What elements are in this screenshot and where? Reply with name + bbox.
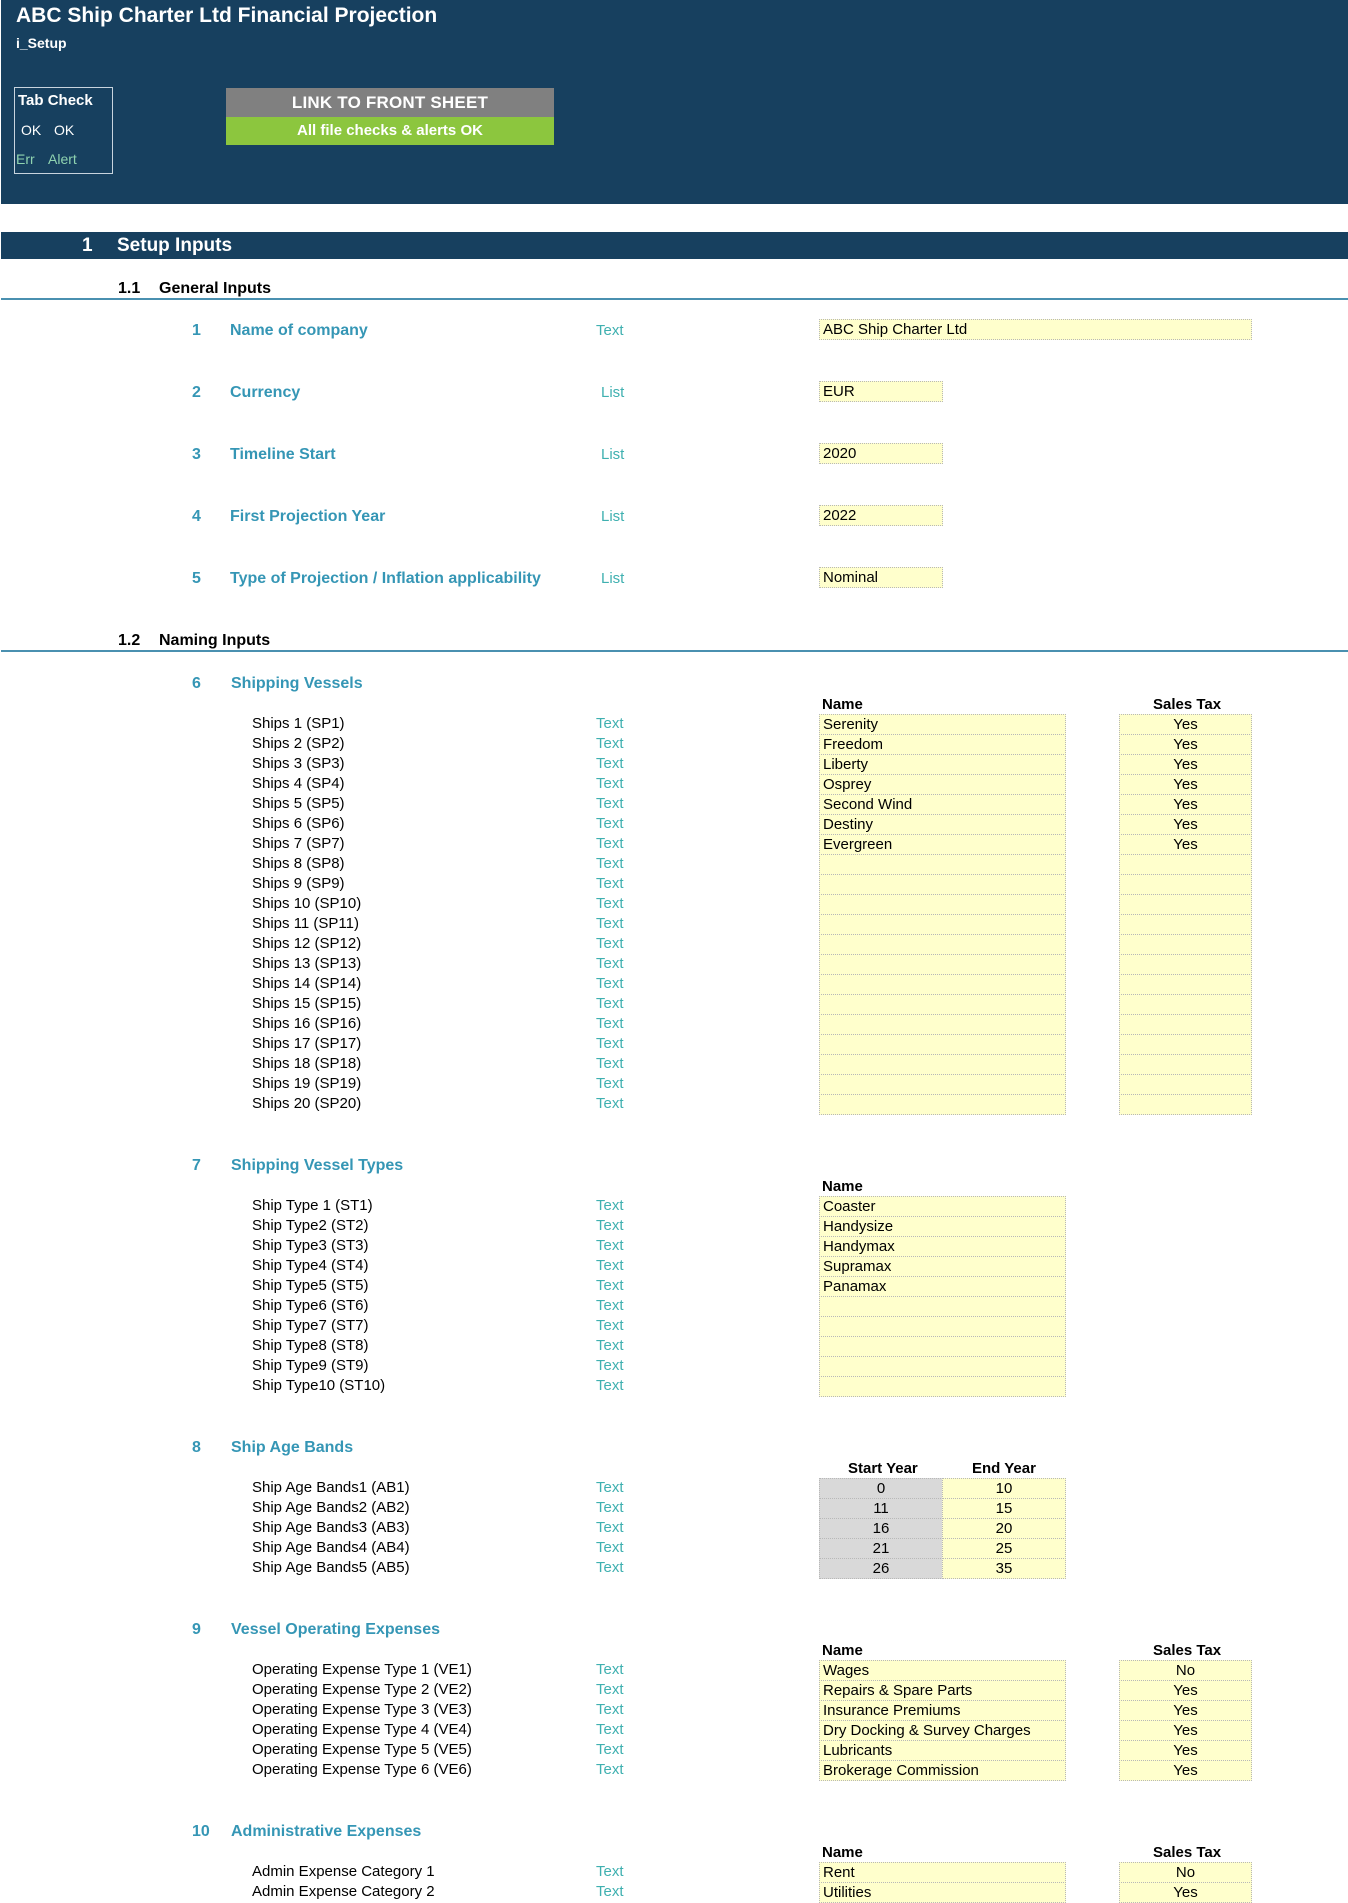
input-type: Text: [596, 322, 624, 339]
row-input-type: Text: [596, 955, 624, 972]
opex-name-input[interactable]: Dry Docking & Survey Charges: [819, 1720, 1066, 1741]
input-type: List: [601, 446, 625, 463]
input-number: 3: [192, 446, 201, 463]
age-band-start-year[interactable]: 11: [819, 1498, 943, 1519]
row-input-type: Text: [596, 1337, 624, 1354]
ship-name-input[interactable]: [819, 1094, 1066, 1115]
row-label: Ships 9 (SP9): [252, 875, 345, 892]
row-label: Ship Type7 (ST7): [252, 1317, 369, 1334]
row-label: Operating Expense Type 4 (VE4): [252, 1721, 472, 1738]
row-label: Ship Type8 (ST8): [252, 1337, 369, 1354]
row-input-type: Text: [596, 775, 624, 792]
row-input-type: Text: [596, 795, 624, 812]
row-input-type: Text: [596, 1377, 624, 1394]
column-header-sales-tax: Sales Tax: [1153, 696, 1222, 713]
row-input-type: Text: [596, 1519, 624, 1536]
row-input-type: Text: [596, 735, 624, 752]
row-input-type: Text: [596, 1539, 624, 1556]
input-label: Timeline Start: [230, 446, 336, 463]
row-input-type: Text: [596, 875, 624, 892]
row-label: Ship Age Bands3 (AB3): [252, 1519, 410, 1536]
row-input-type: Text: [596, 1863, 624, 1880]
tab-check-box: [14, 87, 113, 174]
row-input-type: Text: [596, 1741, 624, 1758]
input-number: 4: [192, 508, 201, 525]
sales-tax-select[interactable]: Yes: [1119, 1680, 1252, 1701]
row-label: Ships 17 (SP17): [252, 1035, 362, 1052]
subsection-number: 1.1: [118, 280, 141, 297]
age-band-start-year[interactable]: 16: [819, 1518, 943, 1539]
sales-tax-select[interactable]: Yes: [1119, 714, 1252, 735]
row-input-type: Text: [596, 895, 624, 912]
ship-name-input[interactable]: Destiny: [819, 814, 1066, 835]
tab-check-alert: Alert: [48, 151, 77, 167]
ship-name-input[interactable]: Evergreen: [819, 834, 1066, 855]
row-input-type: Text: [596, 1883, 624, 1900]
file-check-status: All file checks & alerts OK: [226, 117, 554, 145]
ship-name-input[interactable]: [819, 1054, 1066, 1075]
row-input-type: Text: [596, 1075, 624, 1092]
sales-tax-select[interactable]: Yes: [1119, 774, 1252, 795]
header-banner: [1, 0, 1348, 204]
row-label: Ship Type3 (ST3): [252, 1237, 369, 1254]
row-input-type: Text: [596, 1055, 624, 1072]
row-input-type: Text: [596, 915, 624, 932]
row-label: Ships 3 (SP3): [252, 755, 345, 772]
row-label: Operating Expense Type 1 (VE1): [252, 1661, 472, 1678]
row-label: Ship Age Bands1 (AB1): [252, 1479, 410, 1496]
ship-type-name-input[interactable]: [819, 1356, 1066, 1377]
row-input-type: Text: [596, 855, 624, 872]
row-input-type: Text: [596, 975, 624, 992]
sales-tax-select[interactable]: [1119, 994, 1252, 1015]
row-label: Operating Expense Type 3 (VE3): [252, 1701, 472, 1718]
row-label: Ships 20 (SP20): [252, 1095, 362, 1112]
row-label: Ship Age Bands4 (AB4): [252, 1539, 410, 1556]
row-input-type: Text: [596, 835, 624, 852]
block-title: Ship Age Bands: [231, 1439, 354, 1456]
row-label: Operating Expense Type 2 (VE2): [252, 1681, 472, 1698]
projection-type-select[interactable]: Nominal: [819, 567, 943, 588]
row-label: Ships 4 (SP4): [252, 775, 345, 792]
age-band-end-year-input[interactable]: 15: [942, 1498, 1066, 1519]
sales-tax-select[interactable]: Yes: [1119, 814, 1252, 835]
row-input-type: Text: [596, 935, 624, 952]
input-label: First Projection Year: [230, 508, 386, 525]
row-input-type: Text: [596, 815, 624, 832]
row-label: Admin Expense Category 2: [252, 1883, 435, 1900]
row-input-type: Text: [596, 1479, 624, 1496]
first-projection-year-select[interactable]: 2022: [819, 505, 943, 526]
row-input-type: Text: [596, 1197, 624, 1214]
row-label: Ships 14 (SP14): [252, 975, 362, 992]
input-number: 5: [192, 570, 201, 587]
age-band-end-year-input[interactable]: 35: [942, 1558, 1066, 1579]
sales-tax-select[interactable]: [1119, 894, 1252, 915]
company-name-input[interactable]: ABC Ship Charter Ltd: [819, 319, 1252, 340]
sales-tax-select[interactable]: No: [1119, 1660, 1252, 1681]
row-label: Ship Type2 (ST2): [252, 1217, 369, 1234]
row-input-type: Text: [596, 1277, 624, 1294]
age-band-end-year-input[interactable]: 10: [942, 1478, 1066, 1499]
row-input-type: Text: [596, 995, 624, 1012]
input-label: Type of Projection / Inflation applicability: [230, 570, 541, 587]
ship-name-input[interactable]: [819, 894, 1066, 915]
section-title: Setup Inputs: [117, 235, 233, 256]
tab-check-err: Err: [16, 151, 35, 167]
row-label: Ship Age Bands5 (AB5): [252, 1559, 410, 1576]
sales-tax-select[interactable]: Yes: [1119, 1720, 1252, 1741]
ship-type-name-input[interactable]: Panamax: [819, 1276, 1066, 1297]
row-input-type: Text: [596, 1559, 624, 1576]
age-band-start-year[interactable]: 21: [819, 1538, 943, 1559]
block-title: Vessel Operating Expenses: [231, 1621, 440, 1638]
ship-type-name-input[interactable]: Supramax: [819, 1256, 1066, 1277]
block-number: 9: [192, 1621, 201, 1638]
row-input-type: Text: [596, 1681, 624, 1698]
ship-type-name-input[interactable]: [819, 1376, 1066, 1397]
column-header-name: Name: [822, 1844, 863, 1861]
row-input-type: Text: [596, 1721, 624, 1738]
row-label: Admin Expense Category 1: [252, 1863, 435, 1880]
ship-name-input[interactable]: [819, 854, 1066, 875]
row-input-type: Text: [596, 755, 624, 772]
ship-name-input[interactable]: [819, 1074, 1066, 1095]
row-label: Ships 15 (SP15): [252, 995, 362, 1012]
sales-tax-select[interactable]: Yes: [1119, 1760, 1252, 1781]
row-input-type: Text: [596, 1035, 624, 1052]
block-number: 7: [192, 1157, 201, 1174]
sales-tax-select[interactable]: [1119, 934, 1252, 955]
input-label: Name of company: [230, 322, 368, 339]
row-label: Ships 6 (SP6): [252, 815, 345, 832]
sales-tax-select[interactable]: Yes: [1119, 754, 1252, 775]
ship-name-input[interactable]: [819, 1014, 1066, 1035]
ship-name-input[interactable]: Liberty: [819, 754, 1066, 775]
row-label: Ships 19 (SP19): [252, 1075, 362, 1092]
input-number: 2: [192, 384, 201, 401]
column-header-name: Name: [822, 1642, 863, 1659]
admin-expense-name-input[interactable]: Utilities: [819, 1882, 1066, 1903]
row-input-type: Text: [596, 1217, 624, 1234]
subsection-divider: [1, 298, 1348, 300]
column-header-name: Name: [822, 1178, 863, 1195]
row-label: Ship Type4 (ST4): [252, 1257, 369, 1274]
row-input-type: Text: [596, 1357, 624, 1374]
ship-name-input[interactable]: [819, 974, 1066, 995]
sales-tax-select[interactable]: Yes: [1119, 834, 1252, 855]
opex-name-input[interactable]: Lubricants: [819, 1740, 1066, 1761]
tab-check-ok-2: OK: [54, 122, 75, 138]
ship-type-name-input[interactable]: [819, 1316, 1066, 1337]
ship-name-input[interactable]: [819, 874, 1066, 895]
age-band-start-year[interactable]: 0: [819, 1478, 943, 1499]
ship-type-name-input[interactable]: Coaster: [819, 1196, 1066, 1217]
page-title: ABC Ship Charter Ltd Financial Projection: [16, 4, 438, 27]
ship-name-input[interactable]: [819, 934, 1066, 955]
row-label: Ships 10 (SP10): [252, 895, 362, 912]
row-input-type: Text: [596, 1701, 624, 1718]
column-header-start-year: Start Year: [848, 1460, 918, 1477]
sales-tax-select[interactable]: [1119, 1094, 1252, 1115]
row-input-type: Text: [596, 1257, 624, 1274]
row-label: Ships 18 (SP18): [252, 1055, 362, 1072]
ship-type-name-input[interactable]: Handysize: [819, 1216, 1066, 1237]
sales-tax-select[interactable]: Yes: [1119, 1740, 1252, 1761]
block-number: 6: [192, 675, 201, 692]
row-label: Ships 5 (SP5): [252, 795, 345, 812]
opex-name-input[interactable]: Brokerage Commission: [819, 1760, 1066, 1781]
ship-name-input[interactable]: Freedom: [819, 734, 1066, 755]
row-input-type: Text: [596, 1661, 624, 1678]
input-number: 1: [192, 322, 201, 339]
block-title: Administrative Expenses: [231, 1823, 422, 1840]
subsection-divider: [1, 650, 1348, 652]
ship-name-input[interactable]: [819, 1034, 1066, 1055]
row-label: Operating Expense Type 6 (VE6): [252, 1761, 472, 1778]
admin-expense-name-input[interactable]: Rent: [819, 1862, 1066, 1883]
block-title: Shipping Vessels: [231, 675, 363, 692]
row-label: Ship Age Bands2 (AB2): [252, 1499, 410, 1516]
block-title: Shipping Vessel Types: [231, 1157, 404, 1174]
ship-type-name-input[interactable]: Handymax: [819, 1236, 1066, 1257]
row-label: Ships 1 (SP1): [252, 715, 345, 732]
input-type: List: [601, 508, 625, 525]
row-label: Ships 8 (SP8): [252, 855, 345, 872]
opex-name-input[interactable]: Wages: [819, 1660, 1066, 1681]
row-label: Ships 2 (SP2): [252, 735, 345, 752]
row-input-type: Text: [596, 1297, 624, 1314]
row-label: Ships 16 (SP16): [252, 1015, 362, 1032]
row-input-type: Text: [596, 1761, 624, 1778]
sales-tax-select[interactable]: [1119, 1074, 1252, 1095]
link-to-front-sheet-button[interactable]: LINK TO FRONT SHEET: [226, 88, 554, 117]
row-label: Ship Type9 (ST9): [252, 1357, 369, 1374]
ship-name-input[interactable]: Second Wind: [819, 794, 1066, 815]
tab-check-ok-1: OK: [21, 122, 42, 138]
sales-tax-select[interactable]: [1119, 854, 1252, 875]
input-type: List: [601, 384, 625, 401]
ship-name-input[interactable]: [819, 914, 1066, 935]
age-band-start-year[interactable]: 26: [819, 1558, 943, 1579]
sales-tax-select[interactable]: [1119, 1014, 1252, 1035]
opex-name-input[interactable]: Insurance Premiums: [819, 1700, 1066, 1721]
sales-tax-select[interactable]: [1119, 1054, 1252, 1075]
row-input-type: Text: [596, 1317, 624, 1334]
column-header-end-year: End Year: [972, 1460, 1036, 1477]
row-label: Ships 7 (SP7): [252, 835, 345, 852]
row-label: Ship Type 1 (ST1): [252, 1197, 373, 1214]
sales-tax-select[interactable]: [1119, 954, 1252, 975]
ship-name-input[interactable]: Serenity: [819, 714, 1066, 735]
sales-tax-select[interactable]: [1119, 1034, 1252, 1055]
column-header-sales-tax: Sales Tax: [1153, 1844, 1222, 1861]
sales-tax-select[interactable]: Yes: [1119, 794, 1252, 815]
row-input-type: Text: [596, 715, 624, 732]
subsection-number: 1.2: [118, 632, 141, 649]
currency-select[interactable]: EUR: [819, 381, 943, 402]
row-label: Operating Expense Type 5 (VE5): [252, 1741, 472, 1758]
row-input-type: Text: [596, 1499, 624, 1516]
section-number: 1: [82, 235, 93, 256]
sales-tax-select[interactable]: Yes: [1119, 1882, 1252, 1903]
ship-name-input[interactable]: [819, 994, 1066, 1015]
row-input-type: Text: [596, 1015, 624, 1032]
subsection-title: Naming Inputs: [159, 632, 271, 649]
row-label: Ships 12 (SP12): [252, 935, 362, 952]
block-number: 8: [192, 1439, 201, 1456]
opex-name-input[interactable]: Repairs & Spare Parts: [819, 1680, 1066, 1701]
column-header-name: Name: [822, 696, 863, 713]
timeline-start-select[interactable]: 2020: [819, 443, 943, 464]
row-label: Ship Type6 (ST6): [252, 1297, 369, 1314]
age-band-end-year-input[interactable]: 20: [942, 1518, 1066, 1539]
sales-tax-select[interactable]: [1119, 974, 1252, 995]
sales-tax-select[interactable]: Yes: [1119, 1700, 1252, 1721]
row-label: Ship Type5 (ST5): [252, 1277, 369, 1294]
column-header-sales-tax: Sales Tax: [1153, 1642, 1222, 1659]
subsection-title: General Inputs: [159, 280, 272, 297]
sales-tax-select[interactable]: [1119, 874, 1252, 895]
row-label: Ships 13 (SP13): [252, 955, 362, 972]
sales-tax-select[interactable]: Yes: [1119, 734, 1252, 755]
row-input-type: Text: [596, 1237, 624, 1254]
block-number: 10: [192, 1823, 210, 1840]
ship-name-input[interactable]: [819, 954, 1066, 975]
ship-name-input[interactable]: Osprey: [819, 774, 1066, 795]
row-label: Ship Type10 (ST10): [252, 1377, 386, 1394]
ship-type-name-input[interactable]: [819, 1296, 1066, 1317]
sales-tax-select[interactable]: No: [1119, 1862, 1252, 1883]
ship-type-name-input[interactable]: [819, 1336, 1066, 1357]
input-type: List: [601, 570, 625, 587]
tab-check-title: Tab Check: [18, 92, 93, 109]
row-input-type: Text: [596, 1095, 624, 1112]
input-label: Currency: [230, 384, 301, 401]
sheet-name: i_Setup: [16, 35, 67, 51]
sales-tax-select[interactable]: [1119, 914, 1252, 935]
row-label: Ships 11 (SP11): [252, 915, 359, 932]
age-band-end-year-input[interactable]: 25: [942, 1538, 1066, 1559]
